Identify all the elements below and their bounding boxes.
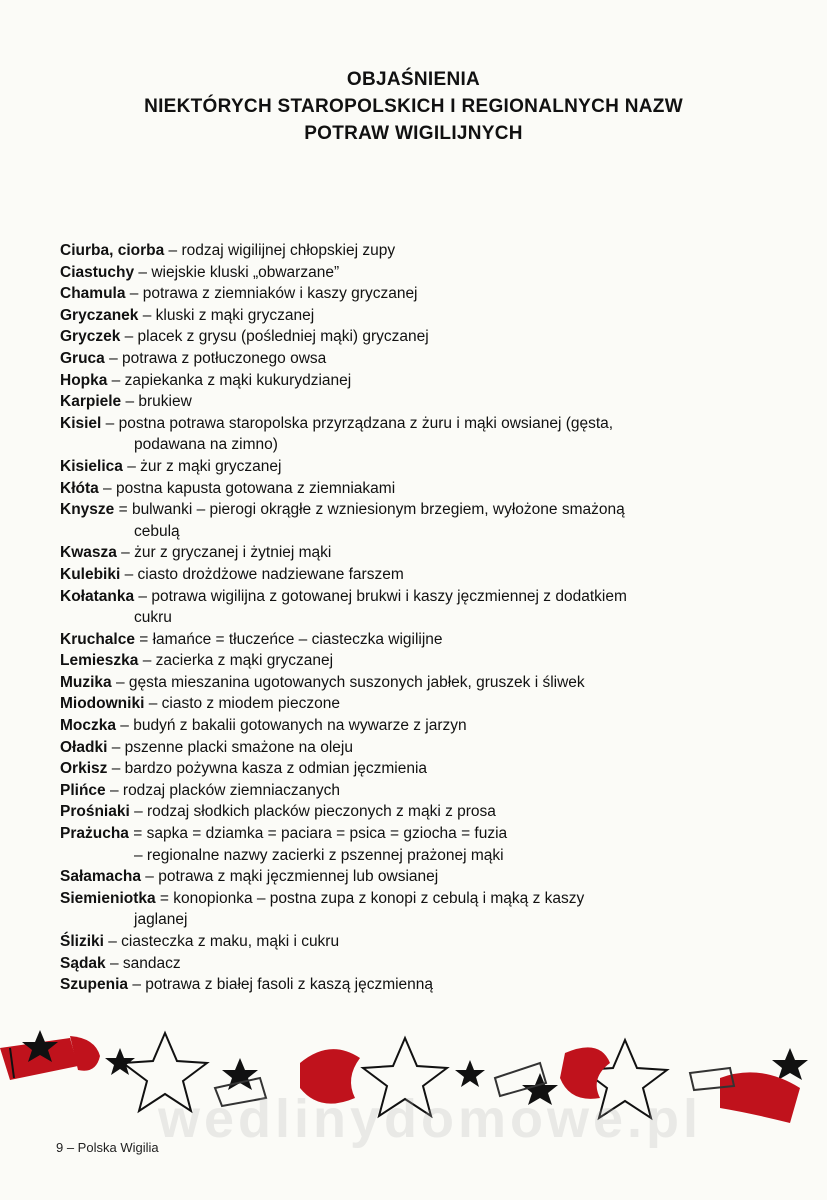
glossary-entry [60, 931, 760, 953]
glossary-entry [60, 953, 760, 975]
page-footer: 9 – Polska Wigilia [56, 1140, 159, 1155]
entry-definition-continued: – regionalne nazwy zacierki z pszennej prażonej mąki [134, 846, 504, 864]
entry-term: Gruca [60, 349, 105, 367]
glossary-entry [60, 262, 760, 284]
entry-definition: – postna potrawa staropolska przyrządzana z żuru i mąki owsianej (gęsta, [101, 414, 614, 432]
glossary-entry [60, 586, 760, 629]
entry-definition: – potrawa z potłuczonego owsa [104, 349, 327, 367]
entry-term: Ciurba, ciorba [60, 242, 165, 259]
glossary-entry [60, 801, 760, 823]
entry-term: Miodowniki [60, 695, 145, 713]
glossary-entry [60, 456, 760, 478]
entry-definition: = sapka = dziamka = paciara = psica = gziocha = fuzia [128, 825, 508, 843]
glossary-entry [60, 542, 760, 564]
title-line-2: NIEKTÓRYCH STAROPOLSKICH I REGIONALNYCH NAZW [144, 96, 683, 117]
glossary-entry [60, 370, 760, 392]
entry-definition: – ciasteczka z maku, mąki i cukru [103, 933, 340, 950]
entry-term: Hopka [60, 371, 108, 389]
entry-definition: – rodzaj placków ziemniaczanych [105, 781, 341, 799]
glossary-entry [60, 823, 760, 866]
entry-definition: – potrawa z mąki jęczmiennej lub owsianej [141, 868, 439, 886]
entry-term: Lemieszka [60, 652, 139, 670]
entry-term: Prośniaki [60, 803, 130, 821]
entry-definition: = bulwanki – pierogi okrągłe z wzniesionym brzegiem, wyłożone smażoną [114, 501, 625, 519]
glossary-list [60, 240, 760, 996]
entry-term: Sałamacha [60, 868, 141, 886]
entry-term: Gryczanek [60, 306, 139, 324]
entry-definition-continued: cebulą [134, 522, 180, 540]
entry-definition: – żur z mąki gryczanej [122, 457, 282, 475]
entry-term: Orkisz [60, 760, 108, 778]
entry-term: Plińce [60, 781, 106, 799]
glossary-entry [60, 758, 760, 780]
entry-term: Kłóta [60, 479, 99, 497]
glossary-entry [60, 650, 760, 672]
glossary-entry [60, 629, 760, 651]
title-line-1: OBJAŚNIENIA [346, 69, 481, 90]
entry-definition: – potrawa z białej fasoli z kaszą jęczmienną [128, 976, 434, 994]
entry-definition: – kluski z mąki gryczanej [138, 306, 315, 324]
entry-term: Kisiel [60, 414, 102, 432]
entry-definition: – sandacz [105, 954, 181, 972]
entry-definition: = konopionka – postna zupa z konopi z cebulą i mąką z kaszy [155, 889, 585, 907]
entry-definition: – brukiew [121, 393, 192, 411]
entry-term: Kołatanka [60, 587, 135, 605]
title-line-3: POTRAW WIGILIJNYCH [304, 123, 523, 144]
entry-definition: – budyń z bakalii gotowanych na wywarze z jarzyn [116, 717, 467, 735]
entry-term: Śliziki [60, 933, 104, 950]
entry-definition-continued: podawana na zimno) [134, 436, 278, 454]
entry-term: Oładki [60, 738, 108, 756]
entry-term: Knysze [60, 501, 115, 519]
entry-term: Kruchalce [60, 630, 135, 648]
glossary-entry [60, 888, 760, 931]
glossary-entry [60, 974, 760, 996]
glossary-entry [60, 672, 760, 694]
entry-definition: – bardzo pożywna kasza z odmian jęczmienia [107, 760, 428, 778]
entry-term: Karpiele [60, 393, 122, 411]
entry-definition: – potrawa wigilijna z gotowanej brukwi i kaszy jęczmiennej z dodatkiem [134, 587, 627, 605]
glossary-entry [60, 326, 760, 348]
glossary-entry [60, 780, 760, 802]
glossary-entry [60, 413, 760, 456]
entry-term: Kwasza [60, 544, 117, 562]
glossary-entry [60, 866, 760, 888]
entry-definition: – pszenne placki smażone na oleju [107, 738, 353, 756]
entry-definition: – ciasto drożdżowe nadziewane farszem [120, 565, 404, 583]
entry-term: Siemieniotka [60, 889, 156, 907]
entry-definition: = łamańce = tłuczeńce – ciasteczka wigilijne [134, 630, 443, 648]
watermark: wedlinydomowe.pl [157, 1089, 703, 1149]
glossary-entry [60, 499, 760, 542]
entry-definition: – rodzaj wigilijnej chłopskiej zupy [164, 242, 396, 259]
glossary-entry [60, 564, 760, 586]
glossary-entry [60, 305, 760, 327]
glossary-entry [60, 478, 760, 500]
entry-definition: – wiejskie kluski „obwarzane” [134, 263, 340, 281]
entry-definition: – potrawa z ziemniaków i kaszy gryczanej [125, 285, 418, 303]
entry-definition: – rodzaj słodkich placków pieczonych z mąki z prosa [129, 803, 496, 821]
entry-definition: – zacierka z mąki gryczanej [138, 652, 334, 670]
entry-term: Kulebiki [60, 565, 121, 583]
glossary-entry [60, 737, 760, 759]
entry-definition: – ciasto z miodem pieczone [144, 695, 340, 713]
glossary-entry [60, 391, 760, 413]
entry-term: Gryczek [60, 328, 121, 346]
glossary-entry [60, 283, 760, 305]
entry-term: Kisielica [60, 457, 123, 475]
glossary-entry [60, 240, 760, 262]
entry-definition: – gęsta mieszanina ugotowanych suszonych jabłek, gruszek i śliwek [111, 673, 585, 691]
glossary-entry [60, 348, 760, 370]
page-title [0, 66, 827, 147]
entry-term: Prażucha [60, 825, 129, 843]
entry-term: Muzika [60, 673, 112, 691]
entry-term: Sądak [60, 954, 106, 972]
entry-definition: – postna kapusta gotowana z ziemniakami [98, 479, 396, 497]
entry-term: Moczka [60, 717, 116, 735]
entry-definition-continued: jaglanej [134, 911, 188, 929]
entry-definition: – żur z gryczanej i żytniej mąki [116, 544, 332, 562]
entry-definition-continued: cukru [134, 609, 172, 627]
entry-term: Ciastuchy [60, 263, 135, 281]
glossary-entry [60, 693, 760, 715]
entry-term: Chamula [60, 285, 126, 303]
entry-term: Szupenia [60, 976, 129, 994]
glossary-entry [60, 715, 760, 737]
entry-definition: – zapiekanka z mąki kukurydzianej [107, 371, 352, 389]
entry-definition: – placek z grysu (pośledniej mąki) gryczanej [120, 328, 429, 346]
